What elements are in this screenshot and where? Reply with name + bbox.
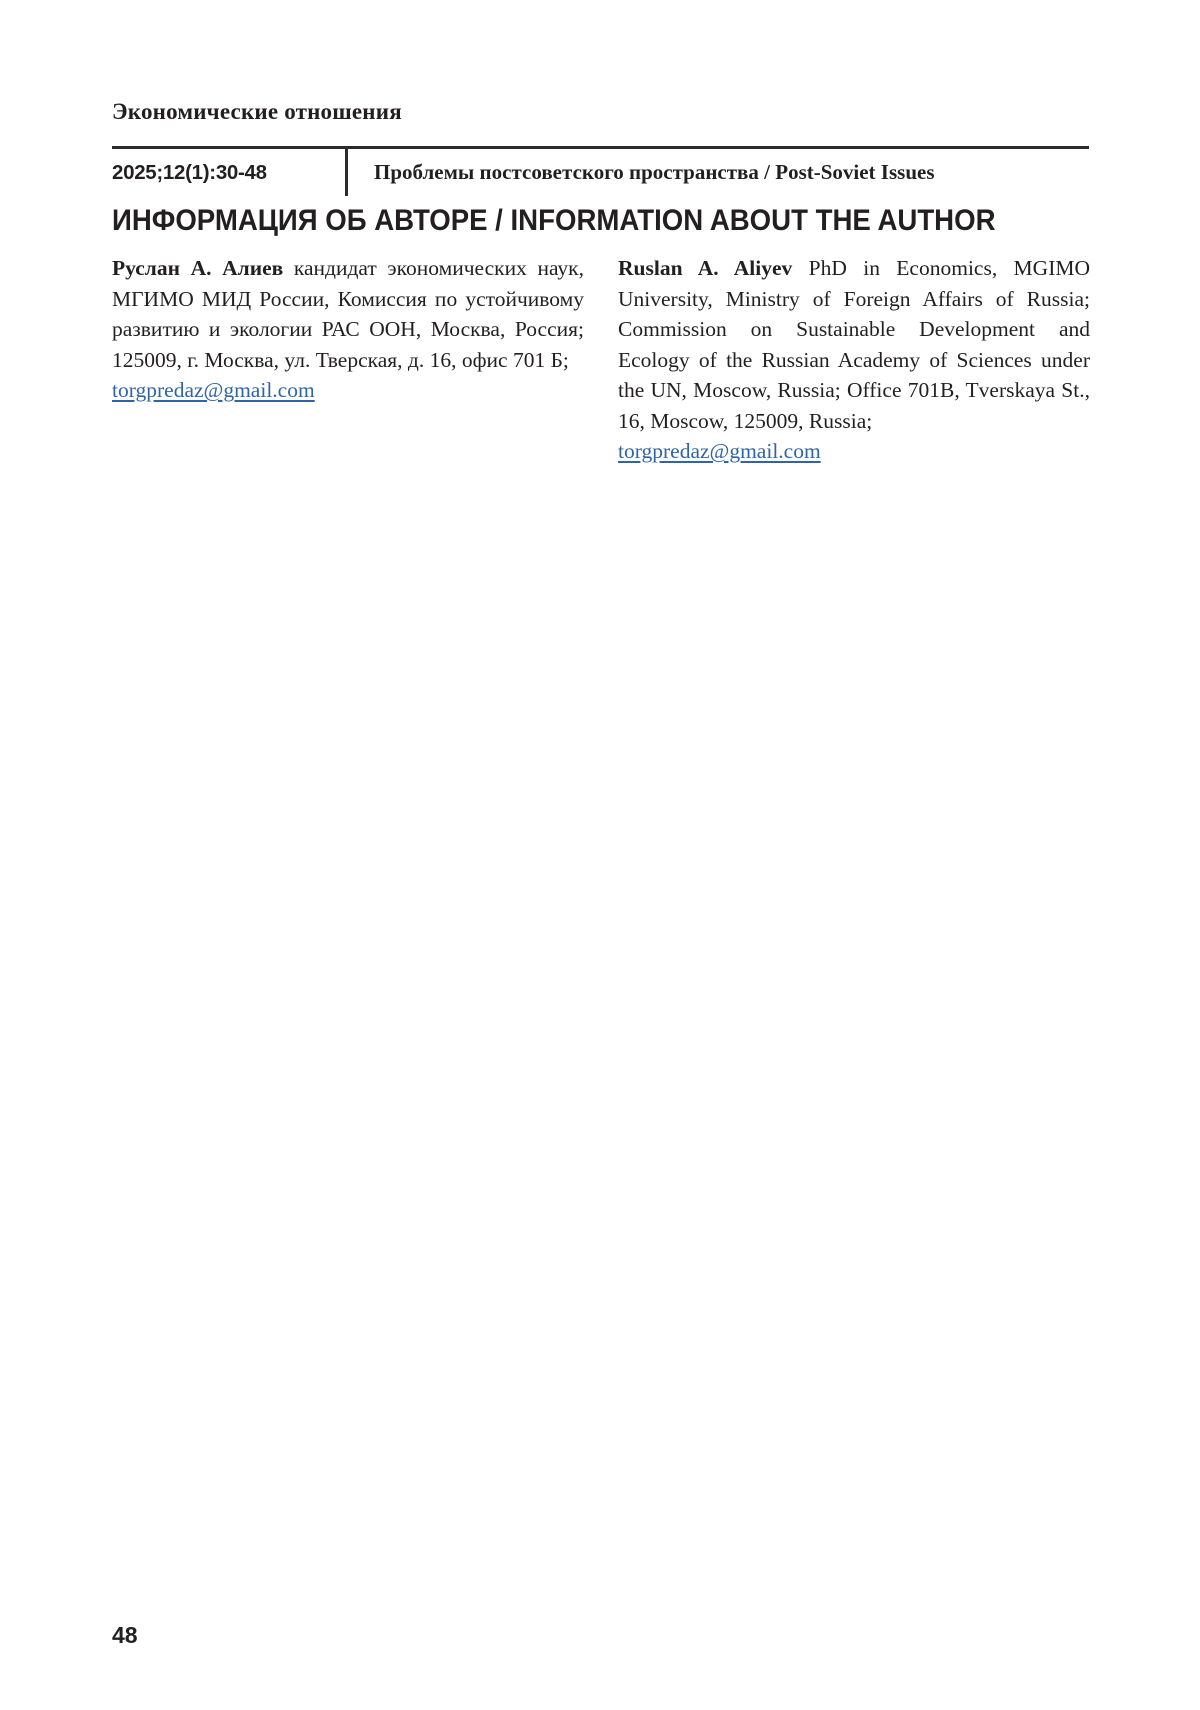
author-name-english: Ruslan A. Aliyev bbox=[618, 256, 793, 280]
section-title: ИНФОРМАЦИЯ ОБ АВТОРЕ / INFORMATION ABOUT THE AUTHOR bbox=[112, 204, 996, 237]
author-email-link-russian[interactable]: torgpredaz@gmail.com bbox=[112, 378, 315, 402]
citation-text: 2025;12(1):30-48 bbox=[112, 160, 267, 184]
author-bio-text-english: PhD in Economics, MGIMO University, Ministry of Foreign Affairs of Russia; Commission on Sustainable Development and Ecology of the Russian Academy of Sciences under the UN, Moscow, Russia; Office 701B, Tverskaya St., 16, Moscow, 125009, Russia; bbox=[618, 256, 1091, 433]
author-columns bbox=[112, 253, 1090, 467]
author-email-line-russian bbox=[112, 375, 584, 406]
page-number: 48 bbox=[112, 1622, 138, 1648]
author-info-russian bbox=[112, 253, 584, 467]
author-name-russian: Руслан А. Алиев bbox=[112, 256, 284, 280]
author-bio-russian bbox=[112, 253, 584, 375]
author-email-link-english[interactable]: torgpredaz@gmail.com bbox=[618, 439, 821, 463]
author-bio-text-russian: кандидат экономических наук, МГИМО МИД России, Комиссия по устойчивому развитию и экологии РАС ООН, Москва, Россия; 125009, г. Москва, ул. Тверская, д. 16, офис 701 Б; bbox=[112, 256, 585, 372]
author-bio-english bbox=[618, 253, 1090, 436]
citation-row bbox=[112, 149, 1089, 196]
journal-title: Проблемы постсоветского пространства / Post-Soviet Issues bbox=[374, 160, 935, 184]
author-info-english bbox=[618, 253, 1090, 467]
running-head: Экономические отношения bbox=[112, 99, 402, 124]
author-email-line-english bbox=[618, 436, 1090, 467]
